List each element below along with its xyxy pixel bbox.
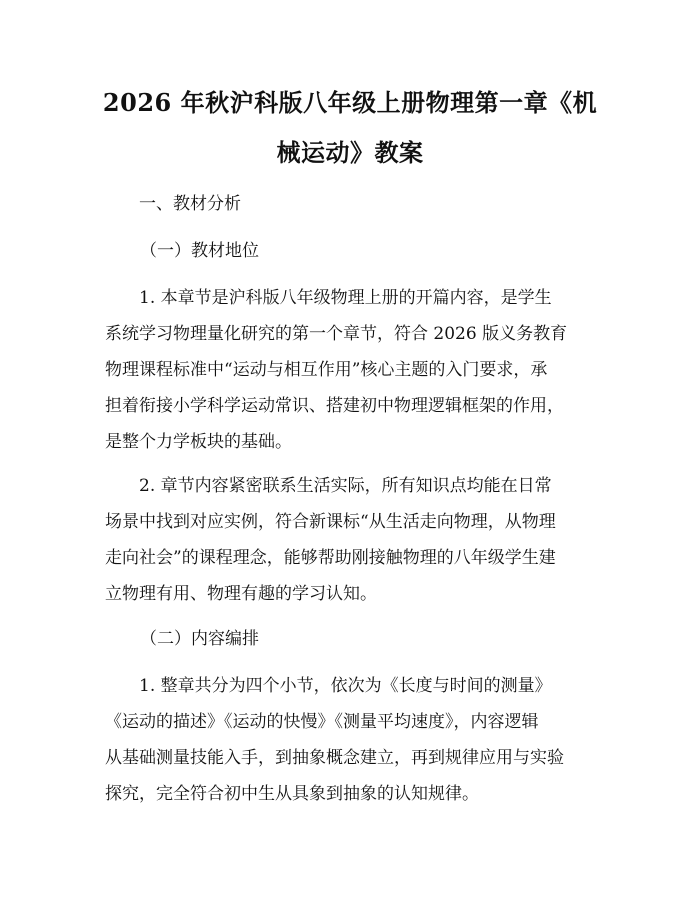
paragraph-line: 《运动的描述》《运动的快慢》《测量平均速度》，内容逻辑 [105, 712, 539, 732]
subsection-heading-content-arrangement: （二）内容编排 [140, 629, 259, 649]
paragraph-line: 担着衔接小学科学运动常识、搭建初中物理逻辑框架的作用， [105, 396, 564, 416]
paragraph-line: 1. 本章节是沪科版八年级物理上册的开篇内容，是学生 [139, 288, 552, 308]
paragraph-line: 1. 整章共分为四个小节，依次为《长度与时间的测量》 [139, 676, 552, 696]
document-title [95, 78, 605, 178]
paragraph-position-1 [105, 280, 597, 460]
title-line-1: 2026 年秋沪科版八年级上册物理第一章《机 [102, 88, 598, 117]
paragraph-line: 走向社会”的课程理念，能够帮助刚接触物理的八年级学生建 [105, 548, 556, 568]
paragraph-arrangement-1 [105, 668, 597, 812]
section-heading-textbook-analysis: 一、教材分析 [139, 194, 241, 214]
paragraph-line: 立物理有用、物理有趣的学习认知。 [105, 584, 377, 604]
paragraph-line: 系统学习物理量化研究的第一个章节，符合 2026 版义务教育 [105, 324, 568, 344]
paragraph-line: 是整个力学板块的基础。 [105, 432, 292, 452]
paragraph-line: 场景中找到对应实例，符合新课标“从生活走向物理，从物理 [105, 512, 556, 532]
subsection-heading-textbook-position: （一）教材地位 [140, 241, 259, 261]
paragraph-line: 探究，完全符合初中生从具象到抽象的认知规律。 [105, 784, 479, 804]
paragraph-line: 2. 章节内容紧密联系生活实际，所有知识点均能在日常 [139, 476, 552, 496]
paragraph-position-2 [105, 468, 597, 612]
paragraph-line: 从基础测量技能入手，到抽象概念建立，再到规律应用与实验 [105, 748, 564, 768]
paragraph-line: 物理课程标准中“运动与相互作用”核心主题的入门要求，承 [105, 360, 548, 380]
title-line-2: 械运动》教案 [276, 138, 424, 167]
